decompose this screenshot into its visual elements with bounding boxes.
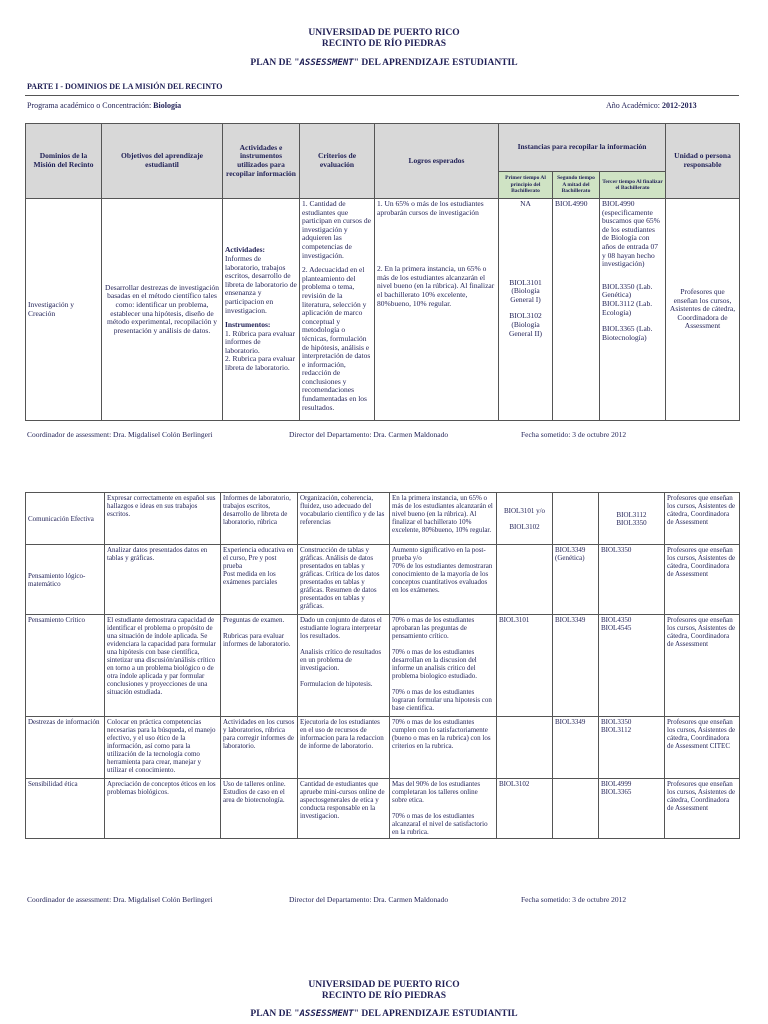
table-row <box>26 779 740 839</box>
cell-logros: En la primera instancia, un 65% o más de los estudiantes alcanzarán el nivel bueno (en la rúbrica). Al finalizar el bachillerato 10% excelente, 80%bueno, 10% regular. <box>390 493 497 545</box>
divider <box>25 95 739 96</box>
program-line <box>27 101 181 110</box>
header-primer-tiempo: Primer tiempo Al principio del Bachillerato <box>499 172 553 199</box>
t2a-value: BIOL3101 (Biología General I) <box>509 277 542 304</box>
cell-primer-tiempo <box>497 545 553 615</box>
cell-segundo-tiempo: BIOL3349 (Genética) <box>553 545 599 615</box>
t4d-value: BIOL3365 (Lab. Biotecnología) <box>602 324 653 342</box>
t2b-value: BIOL3102 (Biología General II) <box>508 311 543 338</box>
cell-criterios: Construcción de tablas y gráficas. Análisis de datos presentados en tablas y gráficas. Crítica de los datos presentados en tablas y gráficas. Resumen de datos presentados en tablas y gráficas. <box>298 545 390 615</box>
cell-objetivo: Desarrollar destrezas de investigación basadas en el método científico tales como: identificar un problema, establecer una hipótesis, diseño de método experimental, recopilación y presentación y análisis de datos. <box>102 199 223 421</box>
cell-tercer-tiempo: BIOL4350 BIOL4545 <box>599 615 665 717</box>
year-value: 2012-2013 <box>661 101 697 110</box>
cell-primer-tiempo: BIOL3101 y/o BIOL3102 <box>497 493 553 545</box>
header-instancias: Instancias para recopilar la información <box>499 124 666 172</box>
cell-primer-tiempo: BIOL3102 <box>497 779 553 839</box>
header-tercer-tiempo: Tercer tiempo Al finalizar el Bachillerato <box>600 172 666 199</box>
header-objetivos: Objetivos del aprendizaje estudiantil <box>102 124 223 199</box>
t3a-value: BIOL4990 <box>555 199 588 208</box>
cell-segundo-tiempo: BIOL3349 <box>553 615 599 717</box>
program-label: Programa académico o Concentración: <box>27 101 152 110</box>
cell-primer-tiempo <box>499 199 553 421</box>
plan-word: ASSESSMENT <box>299 58 354 68</box>
cell-segundo-tiempo <box>553 779 599 839</box>
campus-name: RECINTO DE RÍO PIEDRAS <box>321 39 447 49</box>
footer-director-2: Director del Departamento: Dra. Carmen Maldonado <box>289 895 449 904</box>
header-segundo-tiempo: Segundo tiempo A mitad del Bachillerato <box>553 172 600 199</box>
table-row <box>26 545 740 615</box>
cell-objetivo: Colocar en práctica competencias necesarias para la búsqueda, el manejo efectivo, y el uso ético de la información, así como para la utilización de la tecnología como herramienta para crear, manejar y utilizar el conocimiento. <box>105 717 221 779</box>
year-line <box>606 101 697 110</box>
header-actividades: Actividades e instrumentos utilizados para recopilar información <box>223 124 300 199</box>
cell-dominio: Pensamiento lógico-matemático <box>26 545 105 615</box>
cell-tercer-tiempo: BIOL3350 BIOL3112 <box>599 717 665 779</box>
footer-date: Fecha sometido: 3 de octubre 2012 <box>521 430 627 439</box>
cell-logros: Aumento significativo en la post-prueba y/o 70% de los estudiantes demostraran conocimiento de la mayoría de los conceptos cuantitativos evaluados en los exámenes. <box>390 545 497 615</box>
cell-tercer-tiempo <box>600 199 666 421</box>
cell-unidad: Profesores que enseñan los cursos, Asistentes de cátedra, Coordinadora de Assessment <box>665 615 740 717</box>
cell-actividades: Preguntas de examen. Rubricas para evaluar informes de laboratorio. <box>221 615 298 717</box>
cell-segundo-tiempo: BIOL3349 <box>553 717 599 779</box>
plan-title <box>0 58 768 68</box>
plan-prefix-2: PLAN DE " <box>250 1009 300 1019</box>
plan-word-2: ASSESSMENT <box>299 1009 354 1019</box>
cell-unidad: Profesores que enseñan los cursos, Asistentes de cátedra, Coordinadora de Assessment <box>665 493 740 545</box>
cell-criterios <box>300 199 375 421</box>
logro-2: 2. En la primera instancia, un 65% o más de los estudiantes alcanzarán el nivel bueno (en la rúbrica). Al finalizar el bachillerato 10% excelente, 80%bueno, 10% regular. <box>377 264 495 308</box>
cell-segundo-tiempo <box>553 493 599 545</box>
year-label: Año Académico: <box>606 101 660 110</box>
program-value: Biología <box>153 101 182 110</box>
university-name-2: UNIVERSIDAD DE PUERTO RICO <box>308 980 460 990</box>
cell-dominio: Comunicación Efectiva <box>26 493 105 545</box>
cell-unidad: Profesores que enseñan los cursos, Asistentes de cátedra, Coordinadora de Assessment CITEC <box>665 717 740 779</box>
part-title: PARTE I - DOMINIOS DE LA MISIÓN DEL RECINTO <box>27 82 223 91</box>
table-row <box>26 717 740 779</box>
footer-director: Director del Departamento: Dra. Carmen Maldonado <box>289 430 449 439</box>
plan-suffix-2: " DEL APRENDIZAJE ESTUDIANTIL <box>353 1009 518 1019</box>
cell-actividades: Experiencia educativa en el curso, Pre y post prueba Post medida en los exámenes parciales <box>221 545 298 615</box>
cell-objetivo: El estudiante demostrara capacidad de identificar el problema o propósito de una situación de índole aplicada. Se evidenciara la capacidad para formular una hipótesis con base científica, sintetizar una discusión/análisis crítico en torno a un problema biológico o de otra índole aplicada y par formular conclusiones y proyecciones de una situación estudiada. <box>105 615 221 717</box>
plan-suffix: " DEL APRENDIZAJE ESTUDIANTIL <box>353 58 518 68</box>
cell-objetivo: Expresar correctamente en español sus hallazgos e ideas en sus trabajos escritos. <box>105 493 221 545</box>
cell-logros: 70% o mas de los estudiantes cumplen con lo satisfactoriamente (bueno o mas en la rubrica) con los criterios en la rubrica. <box>390 717 497 779</box>
header-unidad: Unidad o persona responsable <box>666 124 740 199</box>
footer-coordinator-2: Coordinador de assessment: Dra. Migdalisel Colón Berlingeri <box>27 895 213 904</box>
assessment-table-1 <box>25 123 740 421</box>
cell-segundo-tiempo <box>553 199 600 421</box>
cell-actividades: Uso de talleres online. Estudios de caso en el area de biotecnología. <box>221 779 298 839</box>
cell-unidad: Profesores que enseñan los cursos, Asistentes de cátedra, Coordinadora de Assessment <box>666 199 740 421</box>
cell-tercer-tiempo: BIOL3112 BIOL3350 <box>599 493 665 545</box>
t4c-value: BIOL3112 (Lab. Ecología) <box>602 298 653 317</box>
university-name: UNIVERSIDAD DE PUERTO RICO <box>308 28 460 38</box>
cell-dominio: Investigación y Creación <box>26 199 102 421</box>
act-text: Informes de laboratorio, trabajos escritos, desarrollo de libreta de laboratorio de ensenanza y participacion en investigacion. <box>225 253 297 315</box>
logro-1: 1. Un 65% o más de los estudiantes aprobarán cursos de investigación <box>377 199 484 217</box>
act-title: Actividades: <box>225 245 265 255</box>
cell-unidad: Profesores que enseñan los cursos, Asistentes de cátedra, Coordinadora de Assessment <box>665 779 740 839</box>
cell-dominio: Destrezas de información <box>26 717 105 779</box>
cell-criterios: Ejecutoria de los estudiantes en el uso de recursos de informacion para la redaccion de informe de laboratorio. <box>298 717 390 779</box>
cell-criterios: Dado un conjunto de datos el estudiante lograra interpretar los resultados. Analisis crítico de resultados en un problema de investigacion. Formulacion de hipotesis. <box>298 615 390 717</box>
footer-coordinator: Coordinador de assessment: Dra. Migdalisel Colón Berlingeri <box>27 430 213 439</box>
cell-actividades <box>223 199 300 421</box>
t1-value: NA <box>520 199 531 208</box>
header-criterios: Criterios de evaluación <box>300 124 375 199</box>
cell-criterios: Cantidad de estudiantes que apruebe mini-cursos online de aspectosgenerales de etica y conducta responsable en la investigacion. <box>298 779 390 839</box>
inst-title: Instrumentos: <box>225 320 271 330</box>
t4a-value: BIOL4990 (especificamente buscamos que 65% de los estudiantes de Biología con años de entrada 07 y 08 hayan hecho investigación) <box>602 199 660 269</box>
cell-tercer-tiempo: BIOL3350 <box>599 545 665 615</box>
cell-actividades: Actividades en los cursos y laboratorios, rúbrica para corregir informes de laboratorio. <box>221 717 298 779</box>
footer-date-2: Fecha sometido: 3 de octubre 2012 <box>521 895 627 904</box>
cell-dominio: Pensamiento Crítico <box>26 615 105 717</box>
table-row <box>26 493 740 545</box>
inst-item-1: 1. Rúbrica para evaluar informes de laboratorio. <box>225 328 295 355</box>
cell-unidad: Profesores que enseñan los cursos, Asistentes de cátedra, Coordinadora de Assessment <box>665 545 740 615</box>
t4b-value: BIOL3350 (Lab. Genética) <box>602 281 653 300</box>
campus-name-2: RECINTO DE RÍO PIEDRAS <box>321 991 447 1001</box>
cell-tercer-tiempo: BIOL4999 BIOL3365 <box>599 779 665 839</box>
table-row <box>26 615 740 717</box>
assessment-table-2 <box>25 492 740 839</box>
cell-primer-tiempo <box>497 717 553 779</box>
cell-logros <box>375 199 499 421</box>
cell-logros: Mas del 90% de los estudiantes completaran los talleres online sobre etica. 70% o mas de los estudiantes alcanzaraI el nivel de satisfactorio en la rubrica. <box>390 779 497 839</box>
cell-objetivo: Apreciación de conceptos éticos en los problemas biológicos. <box>105 779 221 839</box>
cell-criterios: Organización, coherencia, fluidez, uso adecuado del vocabulario científico y de las referencias <box>298 493 390 545</box>
cell-dominio: Sensibilidad ética <box>26 779 105 839</box>
header-logros: Logros esperados <box>375 124 499 199</box>
cell-logros: 70% o mas de los estudiantes aprobaran las preguntas de pensamiento crítico. 70% o mas de los estudiantes desarrollan en la discusion del informe un analisis critico del problema biologico estudiado. 70% o mas de los estudiantes lograran formular una hipotesis con base cientifica. <box>390 615 497 717</box>
inst-item-2: 2. Rubrica para evaluar libreta de laboratorio. <box>225 354 295 373</box>
crit-1: 1. Cantidad de estudiantes que participan en cursos de investigación y adquieren las competencias de investigación. <box>302 199 371 260</box>
header-dominios: Dominios de la Misión del Recinto <box>26 124 102 199</box>
crit-2: 2. Adecuacidad en el planteamiento del problema o tema, revisión de la literatura, selección y aplicación de marco conceptual y metodología o técnicas, formulación de hipótesis, análisis e interpretación de datos e información, redacción de conclusiones y recomendaciones fundamentadas en los resultados. <box>302 265 371 412</box>
cell-objetivo: Analizar datos presentados datos en tablas y gráficas. <box>105 545 221 615</box>
cell-primer-tiempo: BIOL3101 <box>497 615 553 717</box>
plan-title-2 <box>0 1009 768 1019</box>
plan-prefix: PLAN DE " <box>250 58 300 68</box>
cell-actividades: Informes de laboratorio, trabajos escritos, desarrollo de libreta de laboratorio, rúbrica <box>221 493 298 545</box>
